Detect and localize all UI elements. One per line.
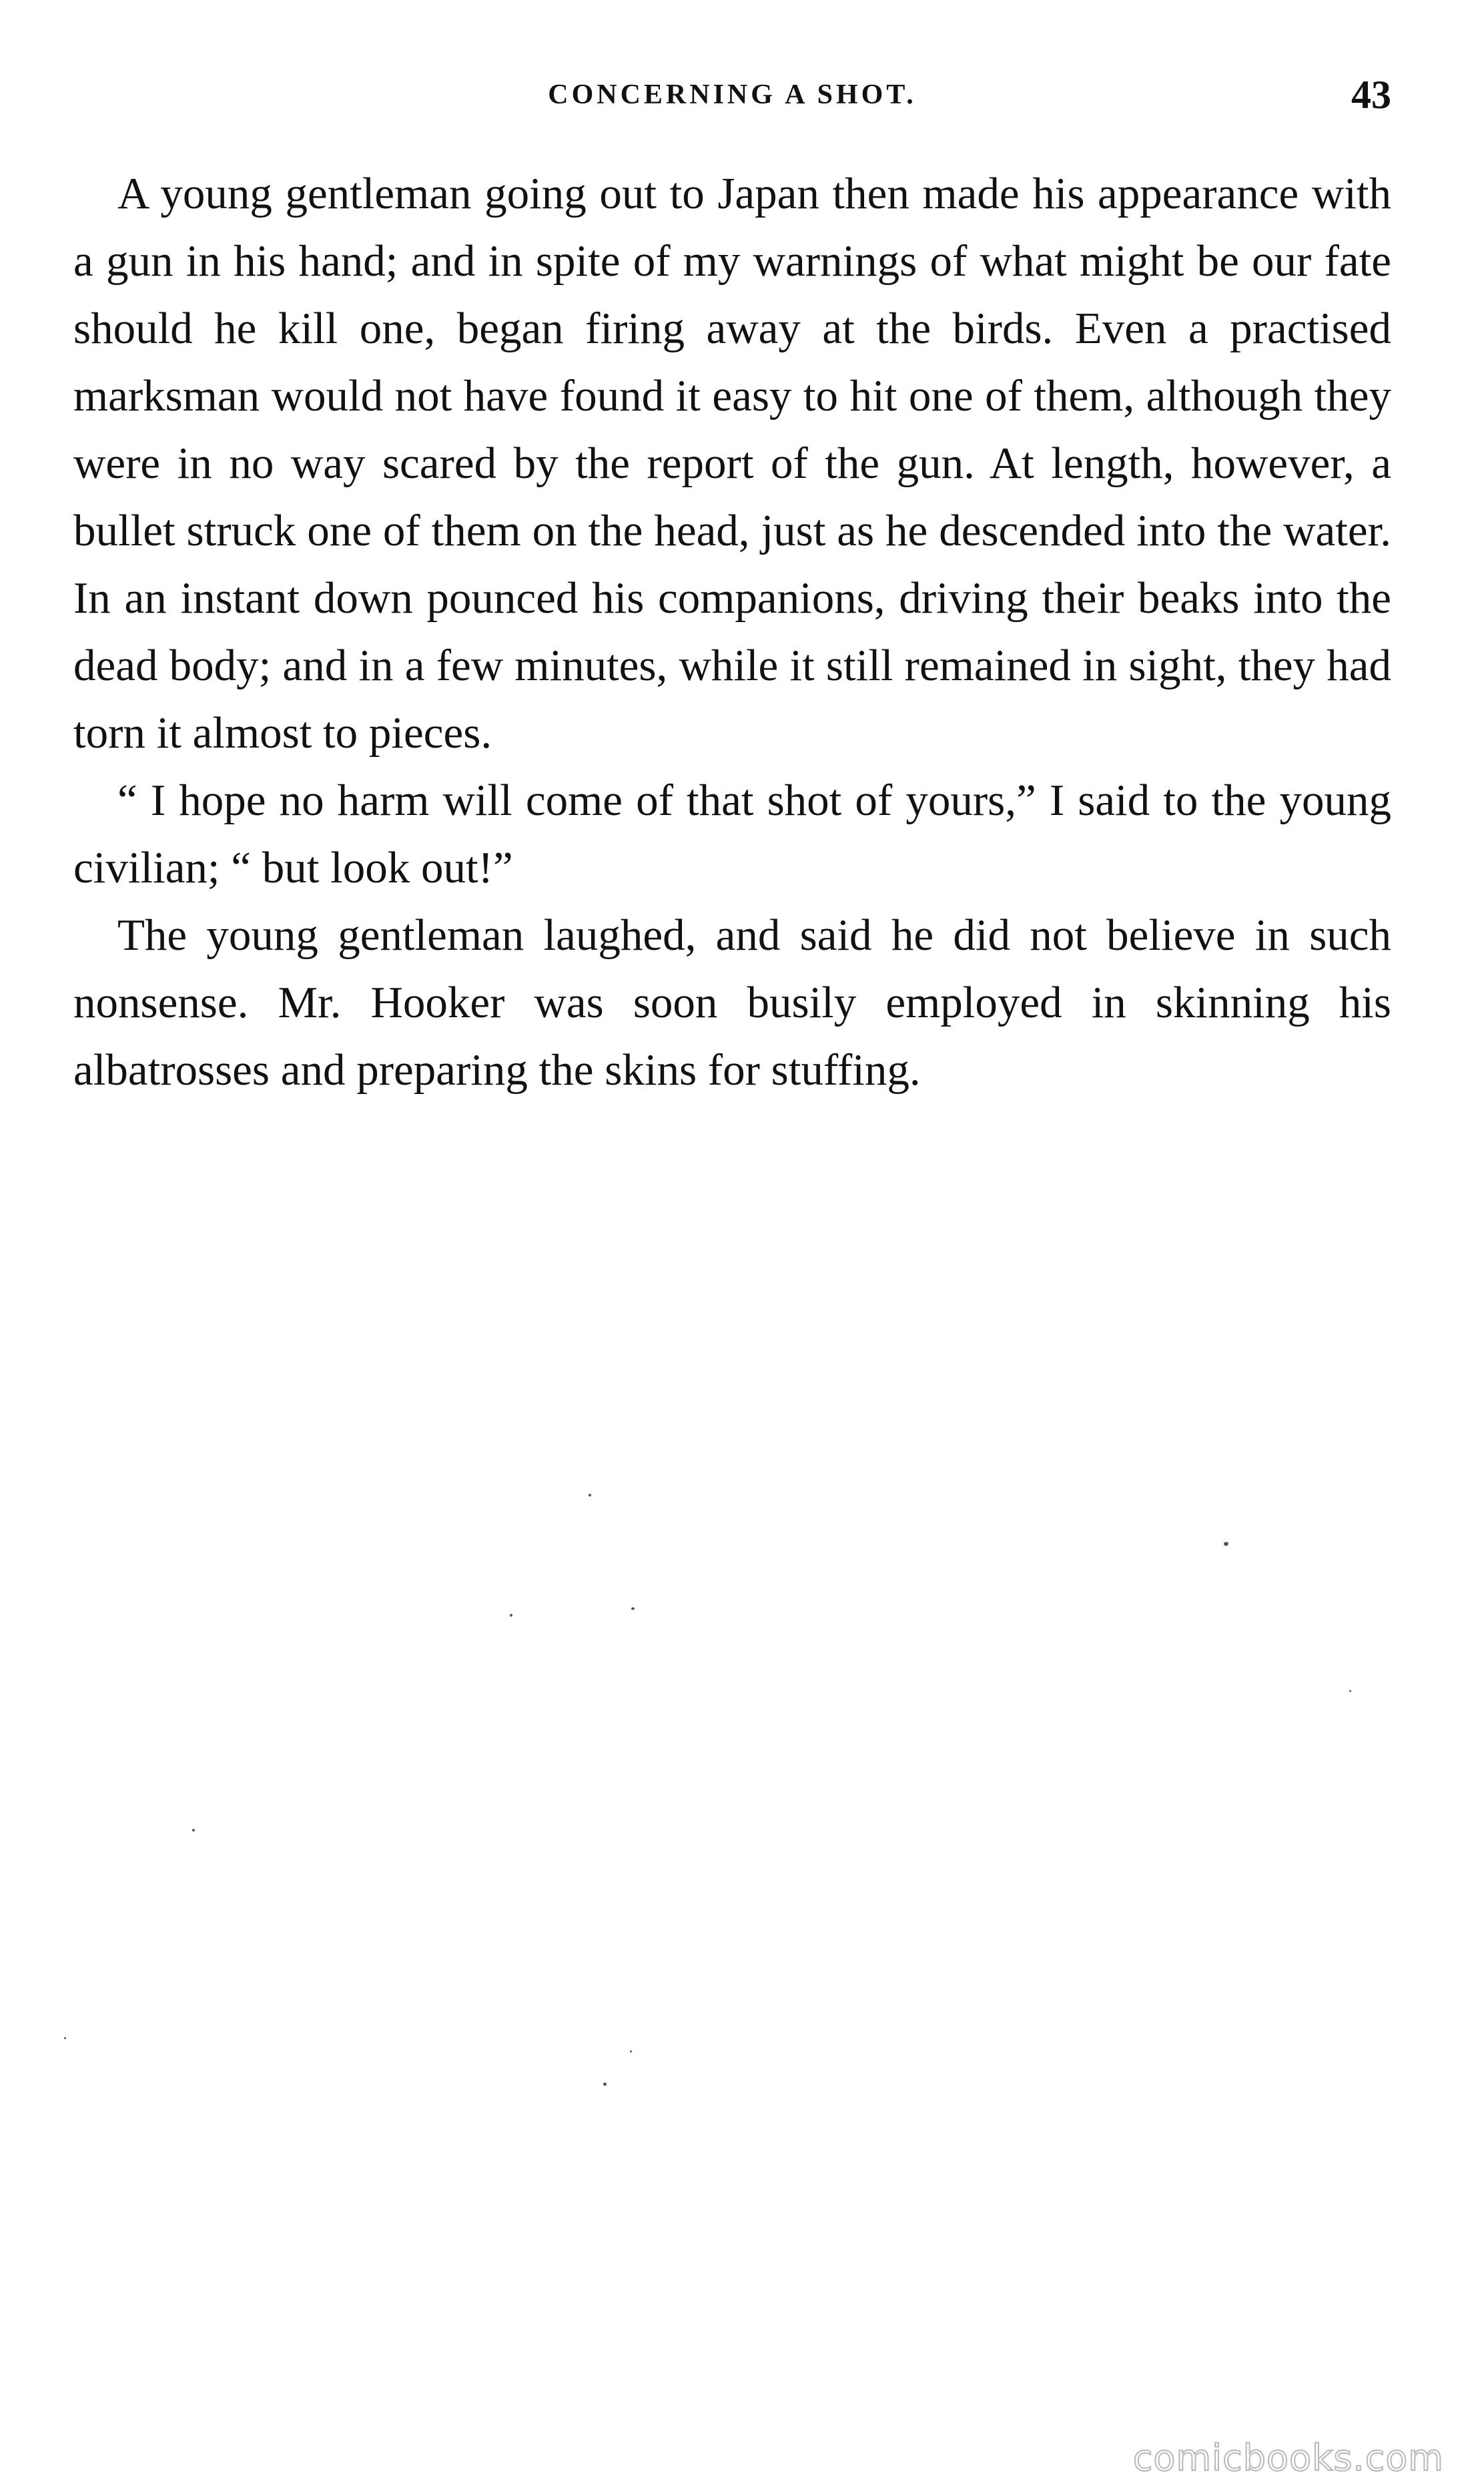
speck bbox=[1224, 1542, 1228, 1546]
watermark-logo: comicbooks.com bbox=[1132, 2437, 1444, 2479]
paragraph-3: The young gentleman laughed, and said he did not believe in such nonsense. Mr. Hooker was soon busily employed in skinning his albatrosses and preparing the skins for stuffing. bbox=[73, 910, 1391, 1095]
speck bbox=[510, 1614, 512, 1617]
running-title: CONCERNING A SHOT. bbox=[548, 79, 917, 110]
speck bbox=[603, 2083, 607, 2086]
page-number: 43 bbox=[1351, 73, 1391, 117]
paragraph-1: A young gentleman going out to Japan then made his appearance with a gun in his hand; and in spite of my warnings of what might be our fate should he kill one, began firing away at the birds. Even a practised marksman would not have found it easy to hit one of them, although they were in no way scared by the report of the gun. At length, however, a bullet struck one of them on the head, just as he descended into the water. In an instant down pounced his companions, driving their beaks into the dead body; and in a few minutes, while it still remained in sight, they had torn it almost to pieces. bbox=[73, 169, 1391, 758]
speck bbox=[1349, 1690, 1351, 1692]
speck bbox=[192, 1829, 195, 1832]
speck bbox=[64, 2037, 66, 2039]
speck bbox=[631, 1607, 635, 1610]
speck bbox=[630, 2050, 632, 2052]
speck bbox=[589, 1494, 591, 1496]
paragraph-2: “ I hope no harm will come of that shot of yours,” I said to the young civilian; “ but look out!” bbox=[73, 776, 1391, 892]
